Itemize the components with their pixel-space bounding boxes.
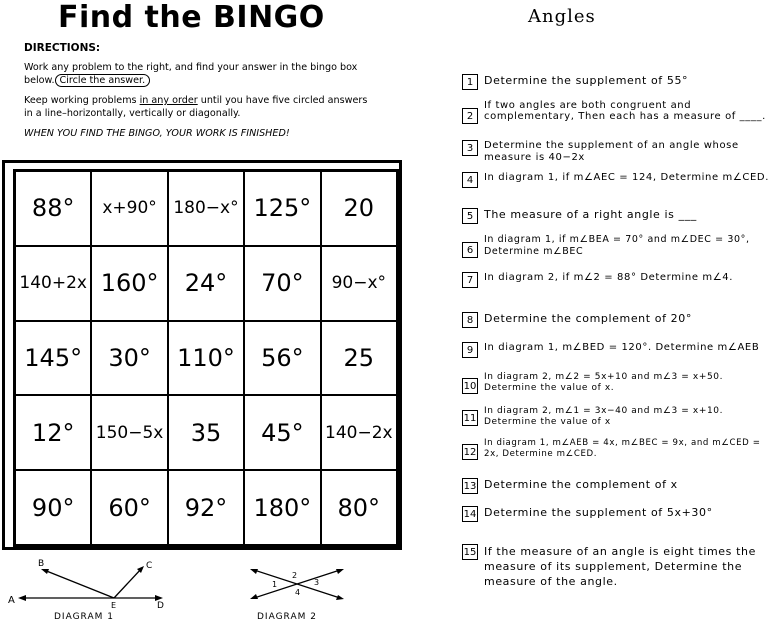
- directions-line-2: [24, 94, 379, 120]
- problem-text: In diagram 2, if m∠2 = 88° Determine m∠4.: [484, 272, 734, 283]
- bingo-cell[interactable]: 160°: [91, 246, 167, 321]
- problem-text: Determine the supplement of 5x+30°: [484, 506, 713, 519]
- problem-item: [462, 342, 759, 358]
- arrowhead-icon: [41, 569, 49, 574]
- point-label: A: [8, 595, 15, 606]
- problem-text: In diagram 1, if m∠BEA = 70° and m∠DEC = 30°, Determine m∠BEC: [484, 234, 750, 257]
- problem-number: 14: [462, 506, 478, 522]
- bingo-cell[interactable]: 60°: [91, 470, 167, 545]
- problem-number: 3: [462, 140, 478, 156]
- problem-number: 7: [462, 272, 478, 288]
- arrowhead-icon: [336, 569, 344, 574]
- ray-eb: [44, 570, 114, 598]
- directions-line-1: [24, 61, 379, 87]
- bingo-cell[interactable]: 125°: [244, 171, 320, 246]
- problem-number: 4: [462, 172, 478, 188]
- bingo-box: [2, 160, 402, 550]
- problem-item: [462, 234, 777, 258]
- problem-item: [462, 438, 777, 460]
- problem-text: In diagram 1, m∠BED = 120°. Determine m∠AEB: [484, 342, 760, 353]
- bingo-grid-container: [13, 169, 399, 547]
- bingo-cell[interactable]: x+90°: [91, 171, 167, 246]
- problem-number: 10: [462, 378, 478, 394]
- problem-text: Determine the supplement of 55°: [484, 74, 689, 87]
- problem-number: 15: [462, 544, 478, 560]
- directions-text: in a line–horizontally, vertically or diagonally.: [24, 108, 241, 119]
- directions-text: until you have five circled answers: [200, 95, 368, 106]
- problem-item: [462, 100, 777, 124]
- bingo-cell[interactable]: 24°: [168, 246, 244, 321]
- diagram-2: [244, 562, 354, 608]
- problem-item: [462, 74, 688, 90]
- problem-text: The measure of a right angle is ___: [484, 208, 697, 221]
- bingo-cell[interactable]: 150−5x: [91, 395, 167, 470]
- problem-number: 12: [462, 444, 478, 460]
- bingo-cell[interactable]: 180−x°: [168, 171, 244, 246]
- bingo-cell[interactable]: 30°: [91, 321, 167, 396]
- bingo-cell[interactable]: 90°: [15, 470, 91, 545]
- bingo-cell[interactable]: 56°: [244, 321, 320, 396]
- problem-item: [462, 544, 777, 589]
- diagram-2-label: DIAGRAM 2: [257, 612, 317, 622]
- bingo-cell[interactable]: 140+2x: [15, 246, 91, 321]
- problem-number: 13: [462, 478, 478, 494]
- arrowhead-icon: [250, 594, 258, 599]
- directions-text: Work any problem to the right, and find your answer in the bingo box: [24, 62, 358, 73]
- problem-text: In diagram 1, if m∠AEC = 124, Determine m∠CED.: [484, 172, 769, 183]
- bingo-cell[interactable]: 110°: [168, 321, 244, 396]
- angle-label: 3: [314, 578, 320, 587]
- arrowhead-icon: [18, 595, 26, 601]
- point-label: E: [111, 601, 117, 610]
- problem-item: [462, 478, 678, 494]
- arrowhead-icon: [336, 595, 344, 600]
- problem-text: Determine the complement of x: [484, 478, 678, 491]
- bingo-cell[interactable]: 80°: [321, 470, 397, 545]
- angle-label: 4: [295, 588, 301, 597]
- bingo-cell[interactable]: 70°: [244, 246, 320, 321]
- problem-number: 2: [462, 108, 478, 124]
- problem-item: [462, 272, 733, 288]
- problem-text: Determine the supplement of an angle whose measure is 40−2x: [484, 140, 739, 163]
- bingo-grid: [15, 171, 397, 545]
- diagram-1-label: DIAGRAM 1: [54, 612, 114, 622]
- problem-number: 11: [462, 410, 478, 426]
- point-label: D: [157, 601, 164, 611]
- bingo-cell[interactable]: 145°: [15, 321, 91, 396]
- problem-text: If the measure of an angle is eight times the measure of its supplement, Determine the measure of the angle.: [484, 545, 756, 588]
- problem-item: [462, 172, 769, 188]
- directions-heading: DIRECTIONS:: [24, 42, 101, 54]
- problem-text: Determine the complement of 20°: [484, 312, 692, 325]
- bingo-cell[interactable]: 25: [321, 321, 397, 396]
- problem-item: [462, 406, 777, 428]
- problem-number: 5: [462, 208, 478, 224]
- bingo-cell[interactable]: 45°: [244, 395, 320, 470]
- bingo-cell[interactable]: 140−2x: [321, 395, 397, 470]
- page-title: Find the BINGO: [58, 0, 325, 35]
- bingo-cell[interactable]: 92°: [168, 470, 244, 545]
- problem-number: 9: [462, 342, 478, 358]
- bingo-cell[interactable]: 20: [321, 171, 397, 246]
- problem-item: [462, 312, 692, 328]
- directions-text: below.: [24, 75, 55, 86]
- circled-instruction: Circle the answer.: [55, 74, 151, 87]
- problem-item: [462, 140, 777, 164]
- problem-text: In diagram 1, m∠AEB = 4x, m∠BEC = 9x, and m∠CED = 2x, Determine m∠CED.: [484, 438, 761, 459]
- bingo-cell[interactable]: 88°: [15, 171, 91, 246]
- angles-title: Angles: [528, 6, 596, 27]
- directions-text: Keep working problems: [24, 95, 137, 106]
- bingo-cell[interactable]: 180°: [244, 470, 320, 545]
- point-label: C: [146, 561, 153, 571]
- bingo-cell[interactable]: 12°: [15, 395, 91, 470]
- angle-label: 2: [292, 571, 298, 580]
- problem-text: In diagram 2, m∠1 = 3x−40 and m∠3 = x+10. Determine the value of x: [484, 406, 724, 427]
- problem-number: 6: [462, 242, 478, 258]
- problem-number: 8: [462, 312, 478, 328]
- problem-text: If two angles are both congruent and complementary, Then each has a measure of ____.: [484, 100, 766, 122]
- problem-item: [462, 372, 777, 394]
- problem-text: In diagram 2, m∠2 = 5x+10 and m∠3 = x+50. Determine the value of x.: [484, 372, 724, 393]
- angle-label: 1: [272, 580, 278, 589]
- problem-item: [462, 506, 713, 522]
- problem-number: 1: [462, 74, 478, 90]
- ray-ec: [114, 568, 142, 598]
- underlined-phrase: in any order: [139, 95, 198, 106]
- bingo-cell[interactable]: 90−x°: [321, 246, 397, 321]
- point-label: B: [38, 559, 45, 569]
- directions-final: WHEN YOU FIND THE BINGO, YOUR WORK IS FINISHED!: [24, 128, 290, 139]
- bingo-cell[interactable]: 35: [168, 395, 244, 470]
- problem-item: [462, 208, 697, 224]
- arrowhead-icon: [250, 569, 258, 574]
